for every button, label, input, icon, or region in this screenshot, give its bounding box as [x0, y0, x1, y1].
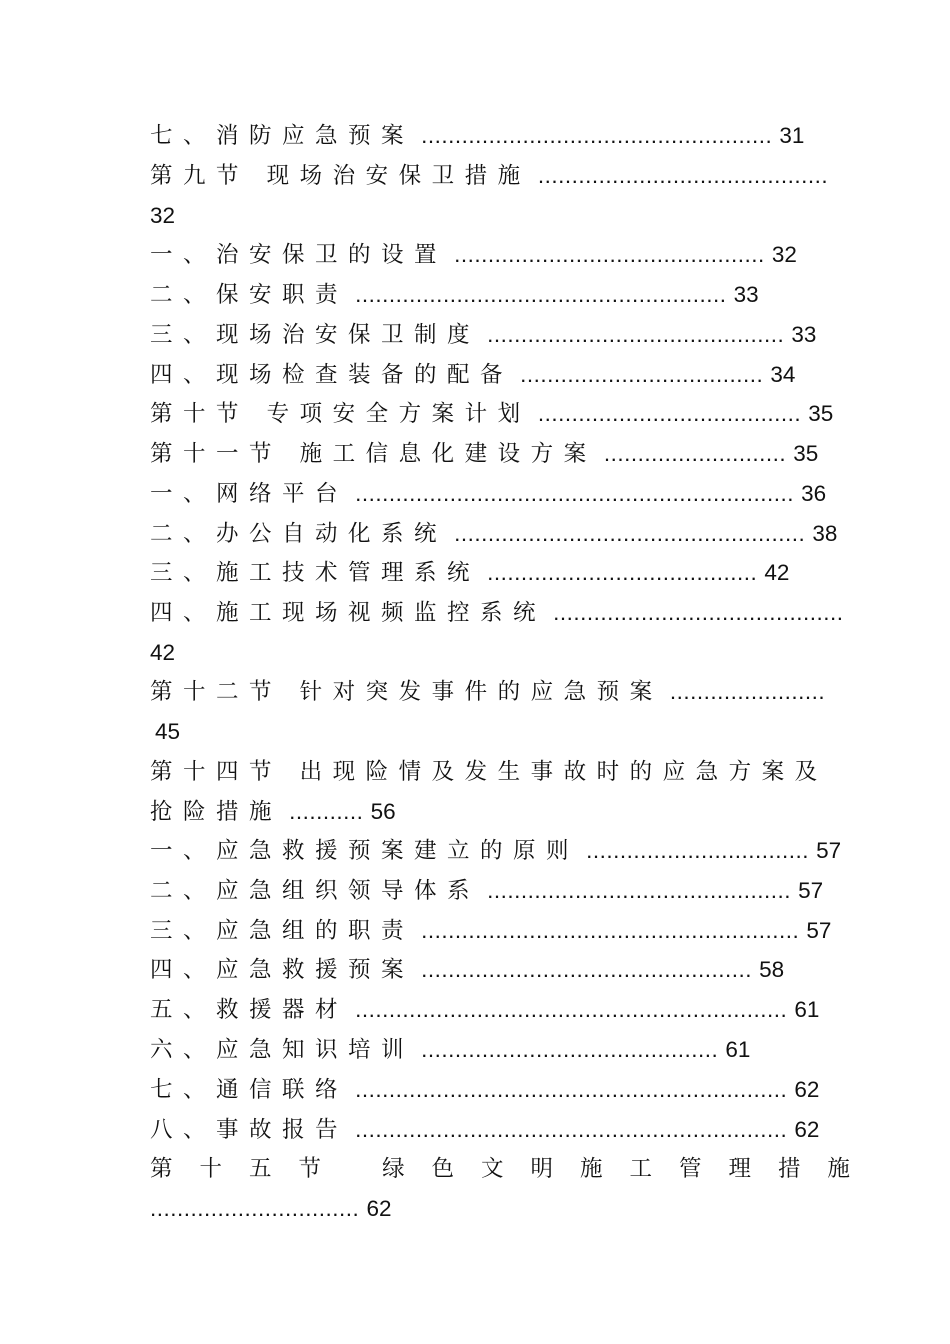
- toc-entry-leader: ...........................................: [553, 600, 844, 625]
- toc-entry[interactable]: [150, 1075, 819, 1105]
- toc-entry-page: 42: [764, 560, 790, 585]
- toc-entry-title-char: 节: [298, 1156, 321, 1182]
- toc-entry-page: 35: [793, 441, 819, 466]
- toc-entry-leader: ...........................................: [537, 163, 829, 188]
- toc-entry-title-char: 管: [678, 1156, 702, 1182]
- toc-entry-title: 二、应急组织领导体系: [150, 878, 481, 904]
- toc-entry-title: 一、治安保卫的设置: [150, 242, 448, 268]
- toc-entry-leader: ..............................................: [454, 242, 765, 267]
- toc-entry-title-char: 绿: [382, 1156, 405, 1182]
- toc-entry-title: 一、网络平台: [150, 481, 349, 507]
- toc-entry[interactable]: [150, 240, 797, 270]
- toc-entry-title: 三、现场治安保卫制度: [150, 322, 481, 348]
- toc-entry-continued: [150, 638, 175, 668]
- toc-entry-title-continued: 抢险措施: [150, 799, 283, 825]
- toc-entry-title-char: [348, 1154, 355, 1184]
- toc-entry[interactable]: [150, 479, 826, 509]
- toc-entry-continued: [150, 797, 396, 827]
- toc-entry-page: 45: [155, 719, 181, 744]
- toc-entry-page: 57: [798, 878, 824, 903]
- toc-entry-leader: ................................................................: [355, 1117, 788, 1142]
- toc-entry-page: 61: [725, 1037, 751, 1062]
- toc-entry[interactable]: [150, 876, 823, 906]
- toc-entry-page: 58: [759, 957, 785, 982]
- toc-entry-continued: [150, 201, 175, 231]
- toc-entry-title-char: 文: [481, 1156, 504, 1182]
- toc-entry-page: 56: [370, 799, 396, 824]
- toc-entry-leader: ....................................................: [421, 123, 773, 148]
- toc-entry[interactable]: [150, 399, 833, 429]
- toc-entry-page: 35: [808, 401, 834, 426]
- toc-entry-page: 38: [812, 521, 838, 546]
- toc-entry[interactable]: [150, 1154, 850, 1184]
- toc-entry-continued: [155, 717, 180, 747]
- toc-entry[interactable]: [150, 1115, 819, 1145]
- toc-entry-title: 第十节 专项安全方案计划: [150, 401, 531, 427]
- toc-entry-title-char: 理: [728, 1156, 751, 1182]
- toc-entry-leader: ................................................................: [355, 1077, 788, 1102]
- toc-entry-title: 八、事故报告: [150, 1117, 349, 1143]
- toc-entry[interactable]: [150, 836, 841, 866]
- toc-entry[interactable]: [150, 439, 818, 469]
- toc-entry-page: 31: [779, 123, 805, 148]
- toc-entry-page: 33: [791, 322, 817, 347]
- toc-entry-title: 四、现场检查装备的配备: [150, 362, 514, 388]
- toc-entry-title: 第十二节 针对突发事件的应急预案: [150, 679, 663, 705]
- toc-entry-title: 一、应急救援预案建立的原则: [150, 838, 580, 864]
- toc-entry-leader: ...............................: [150, 1196, 360, 1221]
- toc-entry[interactable]: [150, 360, 795, 390]
- toc-entry[interactable]: [150, 558, 789, 588]
- toc-entry-title-char: 色: [431, 1156, 455, 1182]
- toc-entry-leader: ........................................: [487, 560, 758, 585]
- toc-entry-leader: ...........................: [603, 441, 787, 466]
- toc-entry-title: 七、通信联络: [150, 1077, 349, 1103]
- toc-entry[interactable]: [150, 1035, 750, 1065]
- toc-entry-page: 33: [733, 282, 759, 307]
- toc-entry-title: 四、施工现场视频监控系统: [150, 600, 547, 626]
- toc-entry-page: 57: [806, 918, 832, 943]
- toc-entry-title: 第九节 现场治安保卫措施: [150, 163, 531, 189]
- toc-entry[interactable]: [150, 677, 825, 707]
- toc-entry-title: 三、应急组的职责: [150, 918, 415, 944]
- toc-entry-title: 四、应急救援预案: [150, 957, 415, 983]
- toc-entry-title: 第十一节 施工信息化建设方案: [150, 441, 597, 467]
- toc-entry-leader: .............................................: [487, 878, 791, 903]
- toc-entry-title: 七、消防应急预案: [150, 123, 415, 149]
- toc-entry-page: 32: [771, 242, 797, 267]
- toc-entry[interactable]: [150, 598, 843, 628]
- toc-entry[interactable]: [150, 320, 816, 350]
- toc-entry[interactable]: [150, 121, 804, 151]
- toc-entry[interactable]: [150, 519, 837, 549]
- toc-entry-page: 62: [794, 1117, 820, 1142]
- toc-entry-leader: ............................................: [421, 1037, 719, 1062]
- toc-entry-leader: ....................................: [520, 362, 764, 387]
- toc-entry-page: 36: [801, 481, 827, 506]
- toc-entry-page: 62: [794, 1077, 820, 1102]
- toc-entry[interactable]: [150, 916, 831, 946]
- toc-entry-page: 62: [366, 1196, 392, 1221]
- toc-entry-title: 第十四节 出现险情及发生事故时的应急方案及: [150, 759, 828, 785]
- toc-entry-title: 五、救援器材: [150, 997, 349, 1023]
- toc-entry-title-char: 十: [199, 1156, 222, 1182]
- toc-entry-page: 34: [770, 362, 796, 387]
- toc-entry-page: 57: [816, 838, 842, 863]
- toc-entry-title-char: 明: [530, 1156, 554, 1182]
- toc-entry-leader: ........................................................: [421, 918, 800, 943]
- toc-entry[interactable]: [150, 995, 819, 1025]
- toc-entry-title: 二、保安职责: [150, 282, 349, 308]
- toc-entry-leader: .......................................: [537, 401, 802, 426]
- toc-entry-continued: [150, 1194, 391, 1224]
- toc-entry[interactable]: [150, 280, 759, 310]
- toc-entry-page: 42: [150, 640, 176, 665]
- toc-entry[interactable]: [150, 161, 828, 191]
- toc-entry-title-char: 措: [777, 1156, 801, 1182]
- toc-entry-title: 六、应急知识培训: [150, 1037, 415, 1063]
- toc-entry-title: 二、办公自动化系统: [150, 521, 448, 547]
- toc-entry-title-char: 工: [629, 1156, 652, 1182]
- toc-entry-title: 三、施工技术管理系统: [150, 560, 481, 586]
- toc-entry-leader: .................................: [586, 838, 809, 863]
- toc-entry-title-char: 施: [580, 1156, 603, 1182]
- toc-entry[interactable]: [150, 955, 784, 985]
- toc-entry[interactable]: [150, 757, 828, 787]
- toc-entry-leader: ............................................: [487, 322, 785, 347]
- toc-entry-page: 32: [150, 203, 176, 228]
- toc-entry-page: 61: [794, 997, 820, 1022]
- toc-entry-leader: ................................................................: [355, 997, 788, 1022]
- toc-entry-leader: .......................: [669, 679, 826, 704]
- toc-entry-leader: ...........: [289, 799, 364, 824]
- toc-entry-leader: ....................................................: [454, 521, 806, 546]
- toc-entry-leader: .......................................................: [355, 282, 727, 307]
- toc-entry-leader: .................................................: [421, 957, 752, 982]
- toc-entry-title-char: 施: [827, 1156, 850, 1182]
- toc-entry-leader: .................................................................: [355, 481, 795, 506]
- toc-entry-title-char: 五: [248, 1156, 272, 1182]
- toc-entry-title-char: 第: [150, 1156, 173, 1182]
